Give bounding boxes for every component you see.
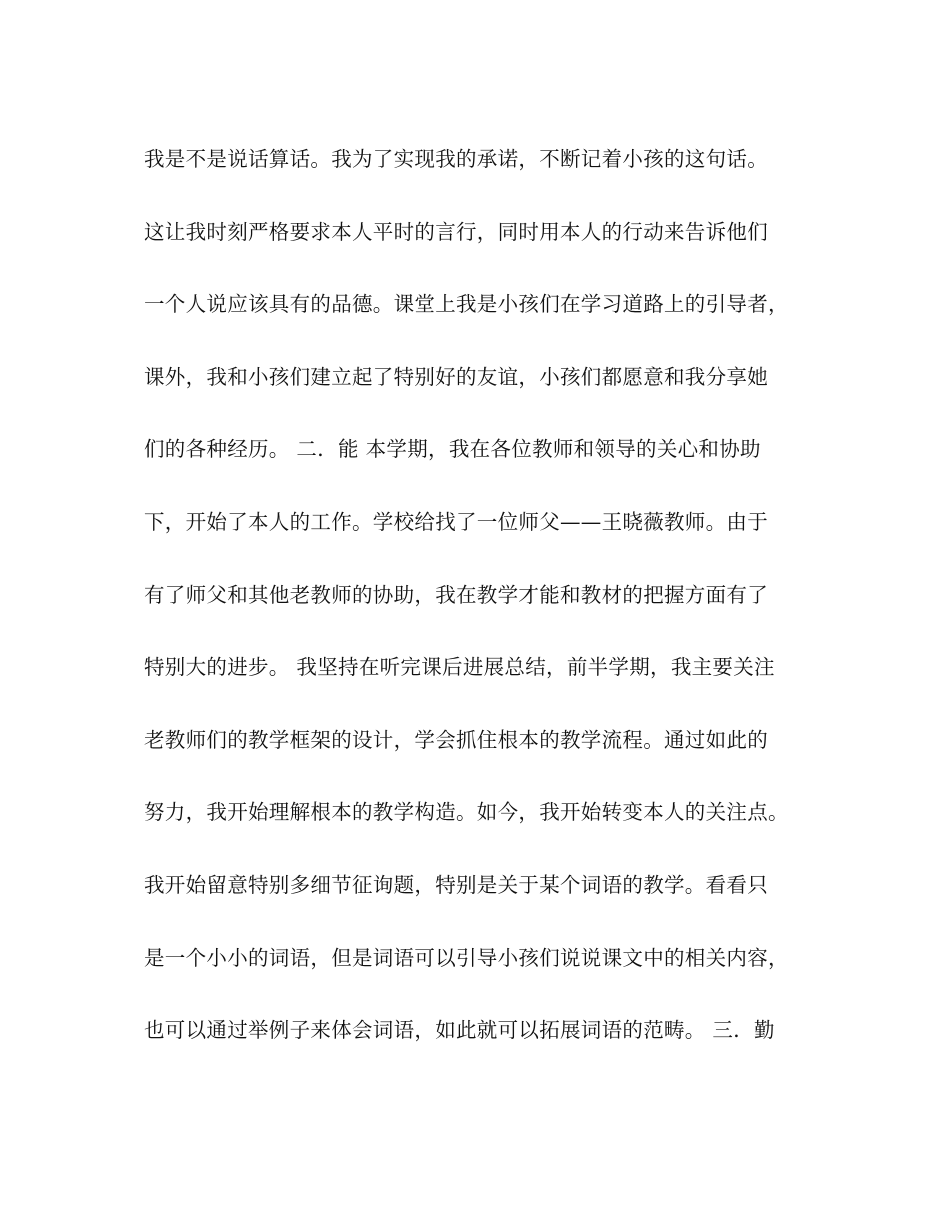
text-line: 课外，我和小孩们建立起了特别好的友谊，小孩们都愿意和我分享她 [144, 364, 768, 389]
text-line: 老教师们的教学框架的设计，学会抓住根本的教学流程。通过如此的 [144, 727, 768, 752]
text-line: 下，开始了本人的工作。学校给找了一位师父——王晓薇教师。由于 [144, 509, 768, 534]
text-line: 这让我时刻严格要求本人平时的言行，同时用本人的行动来告诉他们 [144, 219, 768, 244]
text-line: 是一个小小的词语，但是词语可以引导小孩们说说课文中的相关内容， [144, 945, 789, 970]
text-line: 有了师父和其他老教师的协助，我在教学才能和教材的把握方面有了 [144, 582, 768, 607]
text-line: 努力，我开始理解根本的教学构造。如今，我开始转变本人的关注点。 [144, 800, 789, 825]
text-line: 我开始留意特别多细节征询题，特别是关于某个词语的教学。看看只 [144, 872, 768, 897]
text-line: 我是不是说话算话。我为了实现我的承诺，不断记着小孩的这句话。 [144, 147, 768, 171]
text-line: 特别大的进步。 我坚持在听完课后进展总结，前半学期，我主要关注 [144, 655, 775, 680]
text-line: 一个人说应该具有的品德。课堂上我是小孩们在学习道路上的引导者， [144, 292, 789, 317]
text-line: 们的各种经历。 二．能 本学期，我在各位教师和领导的关心和协助 [144, 437, 761, 462]
text-line: 也可以通过举例子来体会词语，如此就可以拓展词语的范畴。 三．勤 [144, 1018, 775, 1043]
document-body [144, 139, 814, 1083]
